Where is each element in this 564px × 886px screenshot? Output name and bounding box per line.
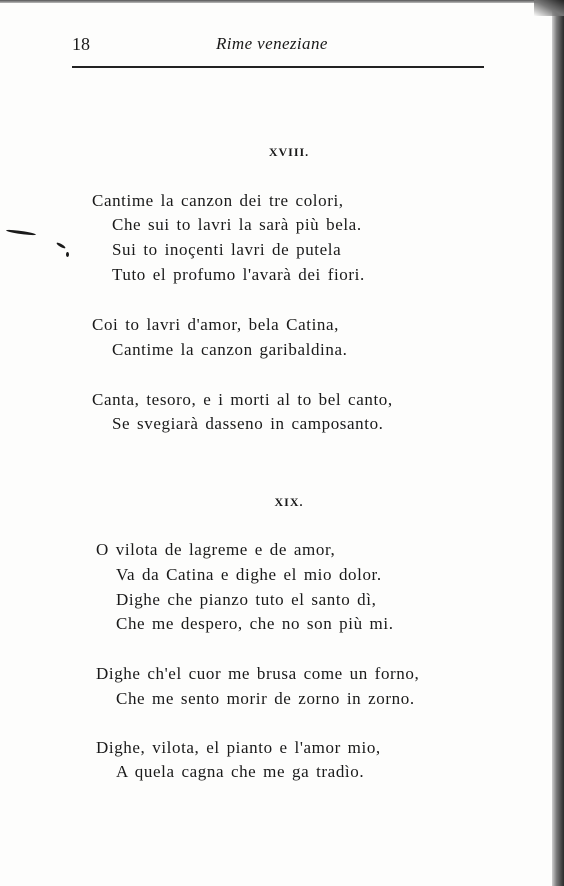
- verse-line: Se svegiarà dasseno in camposanto.: [112, 414, 384, 433]
- verse-line: Dighe ch'el cuor me brusa come un forno,: [96, 664, 420, 683]
- page-number: 18: [72, 34, 90, 54]
- scan-edge-right: [552, 0, 564, 886]
- ink-smudge: [6, 229, 36, 236]
- verse-line: Tuto el profumo l'avarà dei fiori.: [112, 265, 365, 284]
- scan-corner-shadow: [534, 0, 564, 16]
- poem-heading: XIX.: [274, 495, 304, 509]
- running-head: [72, 34, 484, 58]
- ink-smudge: [56, 242, 66, 250]
- verse-line: Che me sento morir de zorno in zorno.: [116, 689, 415, 708]
- header-rule: [72, 66, 484, 68]
- verse-line: A quela cagna che me ga tradìo.: [116, 762, 365, 781]
- verse-line: Dighe, vilota, el pianto e l'amor mio,: [96, 738, 381, 757]
- ink-speck: [66, 252, 69, 257]
- poem-heading: XVIII.: [268, 145, 310, 159]
- verse-line: O vilota de lagreme e de amor,: [96, 540, 336, 559]
- verse-line: Cantime la canzon garibaldina.: [112, 340, 348, 359]
- verse-line: Coi to lavri d'amor, bela Catina,: [92, 315, 339, 334]
- verse-line: Va da Catina e dighe el mio dolor.: [116, 565, 382, 584]
- verse-line: Che me despero, che no son più mi.: [116, 614, 394, 633]
- running-title: Rime veneziane: [216, 34, 328, 53]
- verse-line: Dighe che pianzo tuto el santo dì,: [116, 590, 377, 609]
- verse-line: Sui to inoçenti lavri de putela: [112, 240, 342, 259]
- scan-edge-top: [0, 0, 564, 3]
- verse-line: Canta, tesoro, e i morti al to bel canto,: [92, 390, 393, 409]
- verse-line: Cantime la canzon dei tre colori,: [92, 191, 344, 210]
- verse-line: Che sui to lavri la sarà più bela.: [112, 215, 362, 234]
